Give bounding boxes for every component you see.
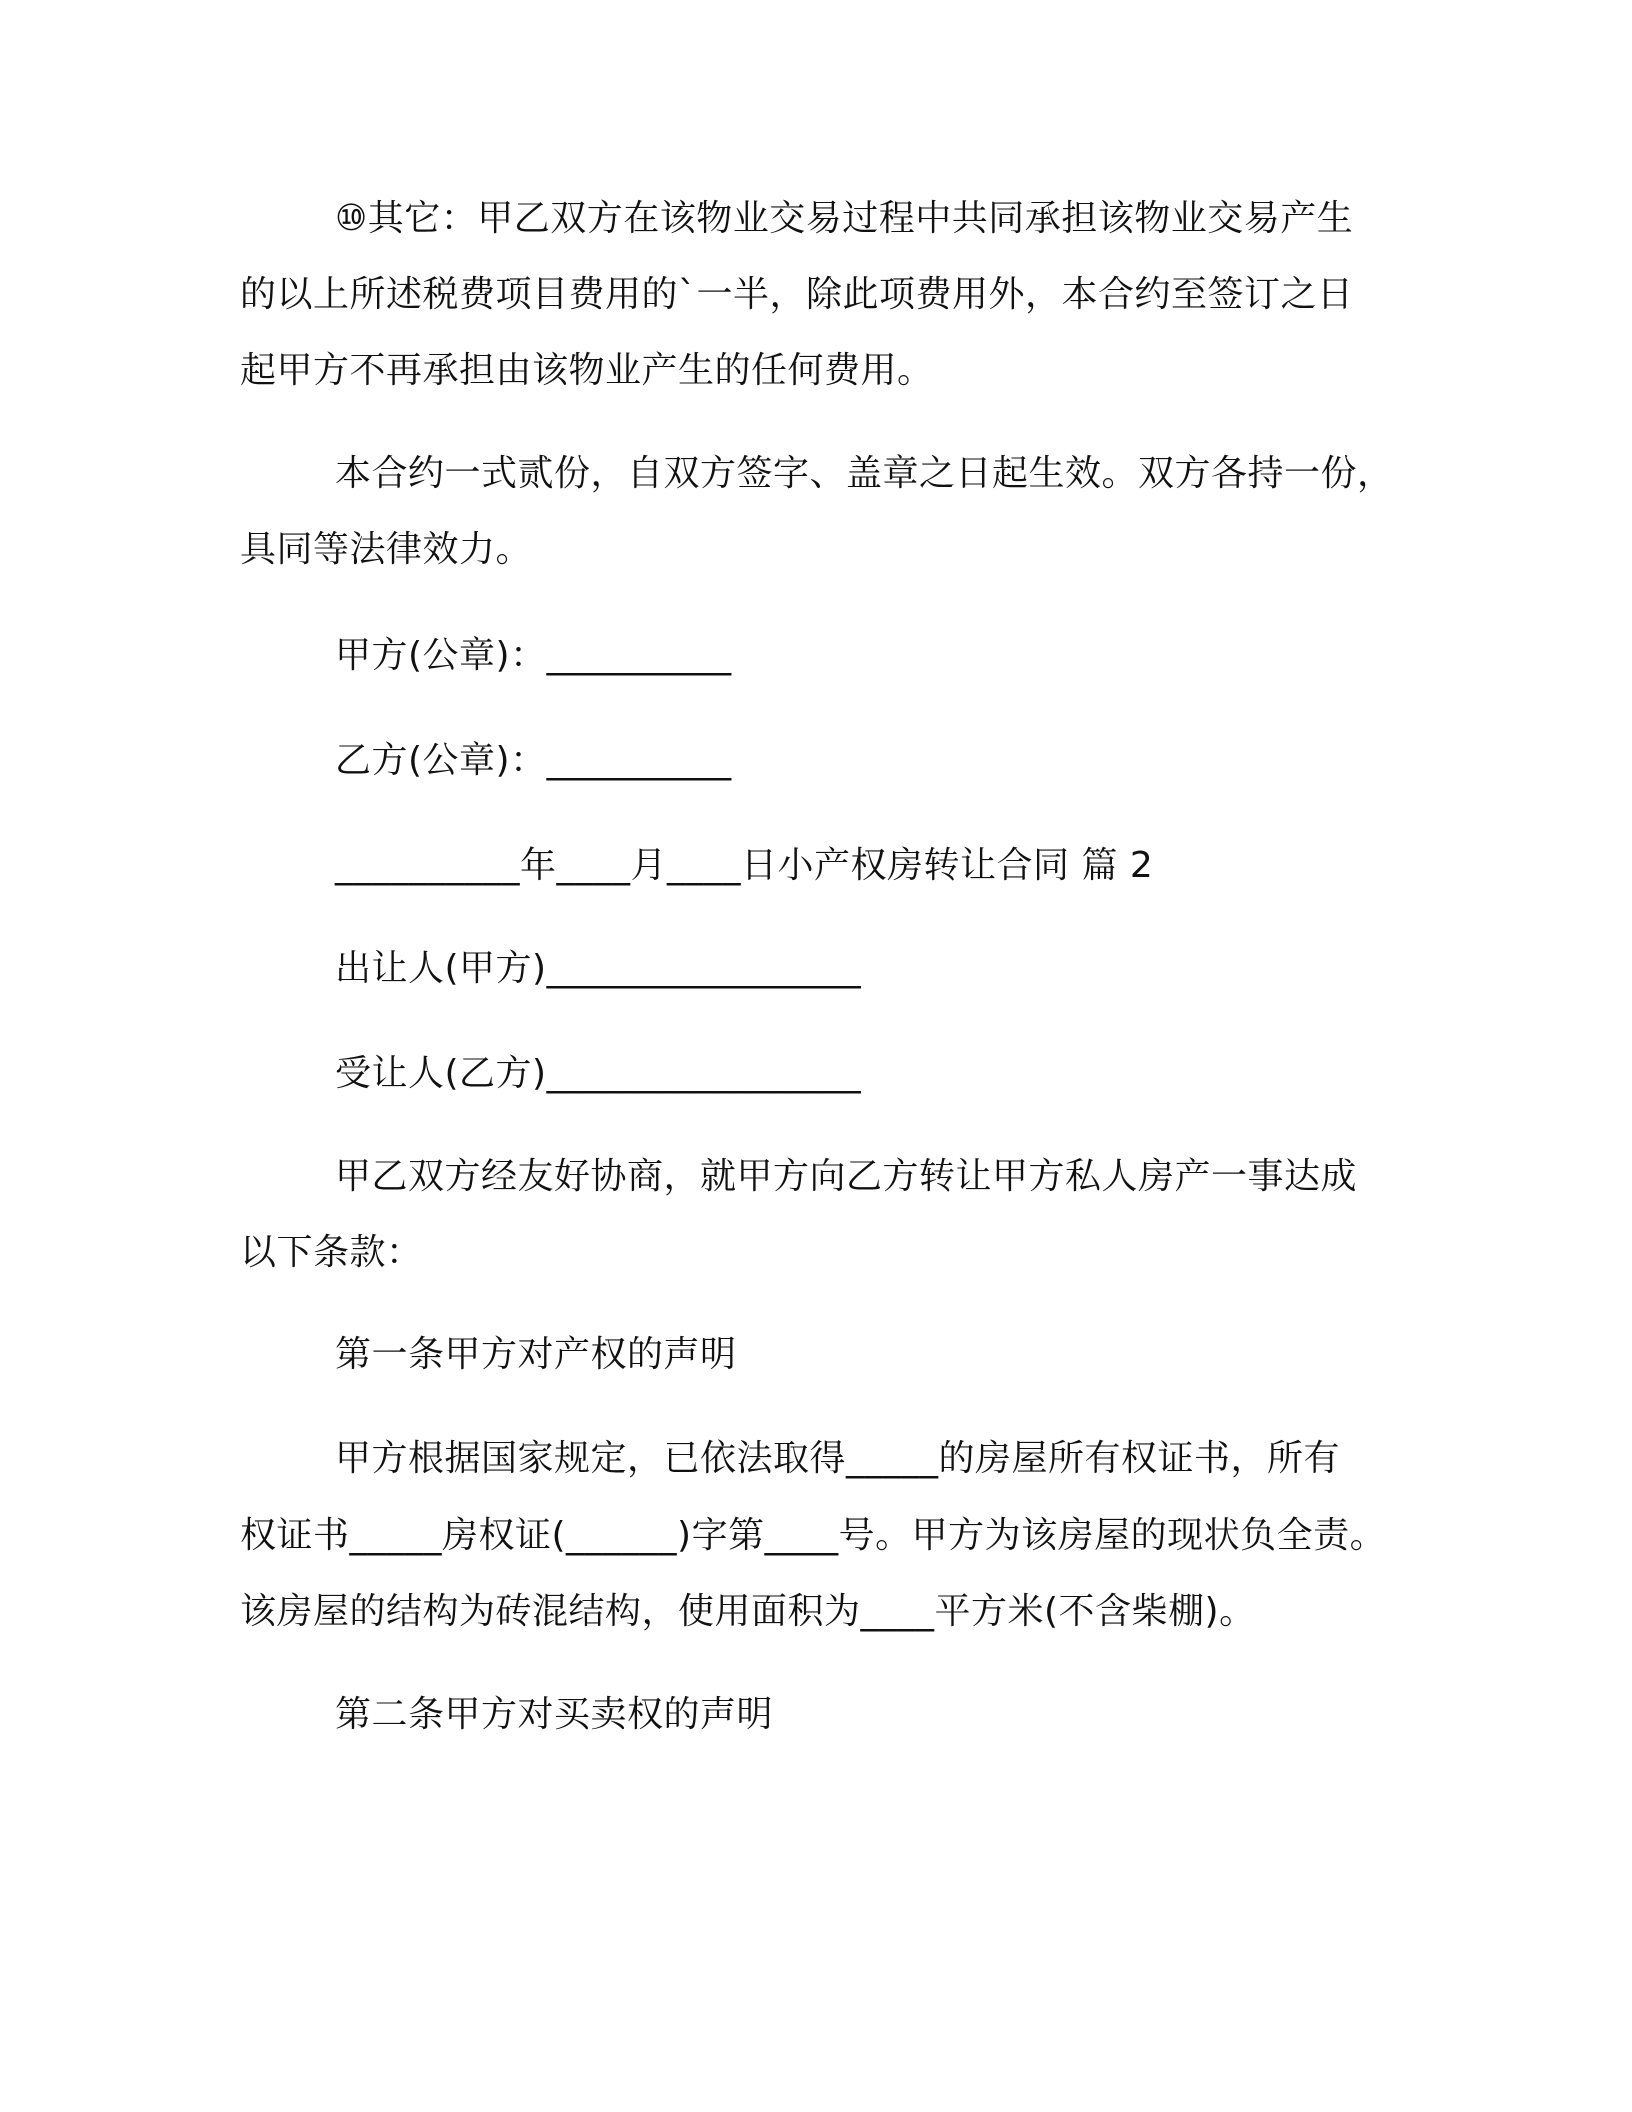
agreement-intro-line-2: 以下条款： — [240, 1232, 423, 1273]
article-one-text-line-3: 该房屋的结构为砖混结构，使用面积为____平方米(不含柴棚)。 — [240, 1591, 1256, 1632]
paragraph-other-clause-line-3: 起甲方不再承担由该物业产生的任何费用。 — [240, 350, 934, 391]
paragraph-effectiveness-line-1: 本合约一式贰份，自双方签字、盖章之日起生效。双方各持一份， — [335, 453, 1394, 494]
agreement-intro-line-1: 甲乙双方经友好协商，就甲方向乙方转让甲方私人房产一事达成 — [335, 1156, 1358, 1197]
transferee-line: 受让人(乙方)_________________ — [335, 1053, 862, 1094]
paragraph-effectiveness-line-2: 具同等法律效力。 — [240, 529, 533, 570]
article-one-text-line-1: 甲方根据国家规定，已依法取得_____的房屋所有权证书，所有 — [335, 1438, 1341, 1479]
transferor-line: 出让人(甲方)_________________ — [335, 948, 862, 989]
article-one-heading: 第一条甲方对产权的声明 — [335, 1334, 737, 1375]
article-one-text-line-2: 权证书_____房权证(______)字第____号。甲方为该房屋的现状负全责。 — [240, 1515, 1387, 1556]
paragraph-other-clause-line-1: ⑩其它：甲乙双方在该物业交易过程中共同承担该物业交易产生 — [335, 198, 1354, 239]
article-two-heading: 第二条甲方对买卖权的声明 — [335, 1694, 774, 1735]
paragraph-other-clause-line-2: 的以上所述税费项目费用的`一半，除此项费用外，本合约至签订之日 — [240, 274, 1354, 315]
date-and-contract-title-line: __________年____月____日小产权房转让合同 篇 2 — [335, 845, 1154, 886]
party-b-seal-line: 乙方(公章)：__________ — [335, 740, 732, 781]
party-a-seal-line: 甲方(公章)：__________ — [335, 635, 732, 676]
